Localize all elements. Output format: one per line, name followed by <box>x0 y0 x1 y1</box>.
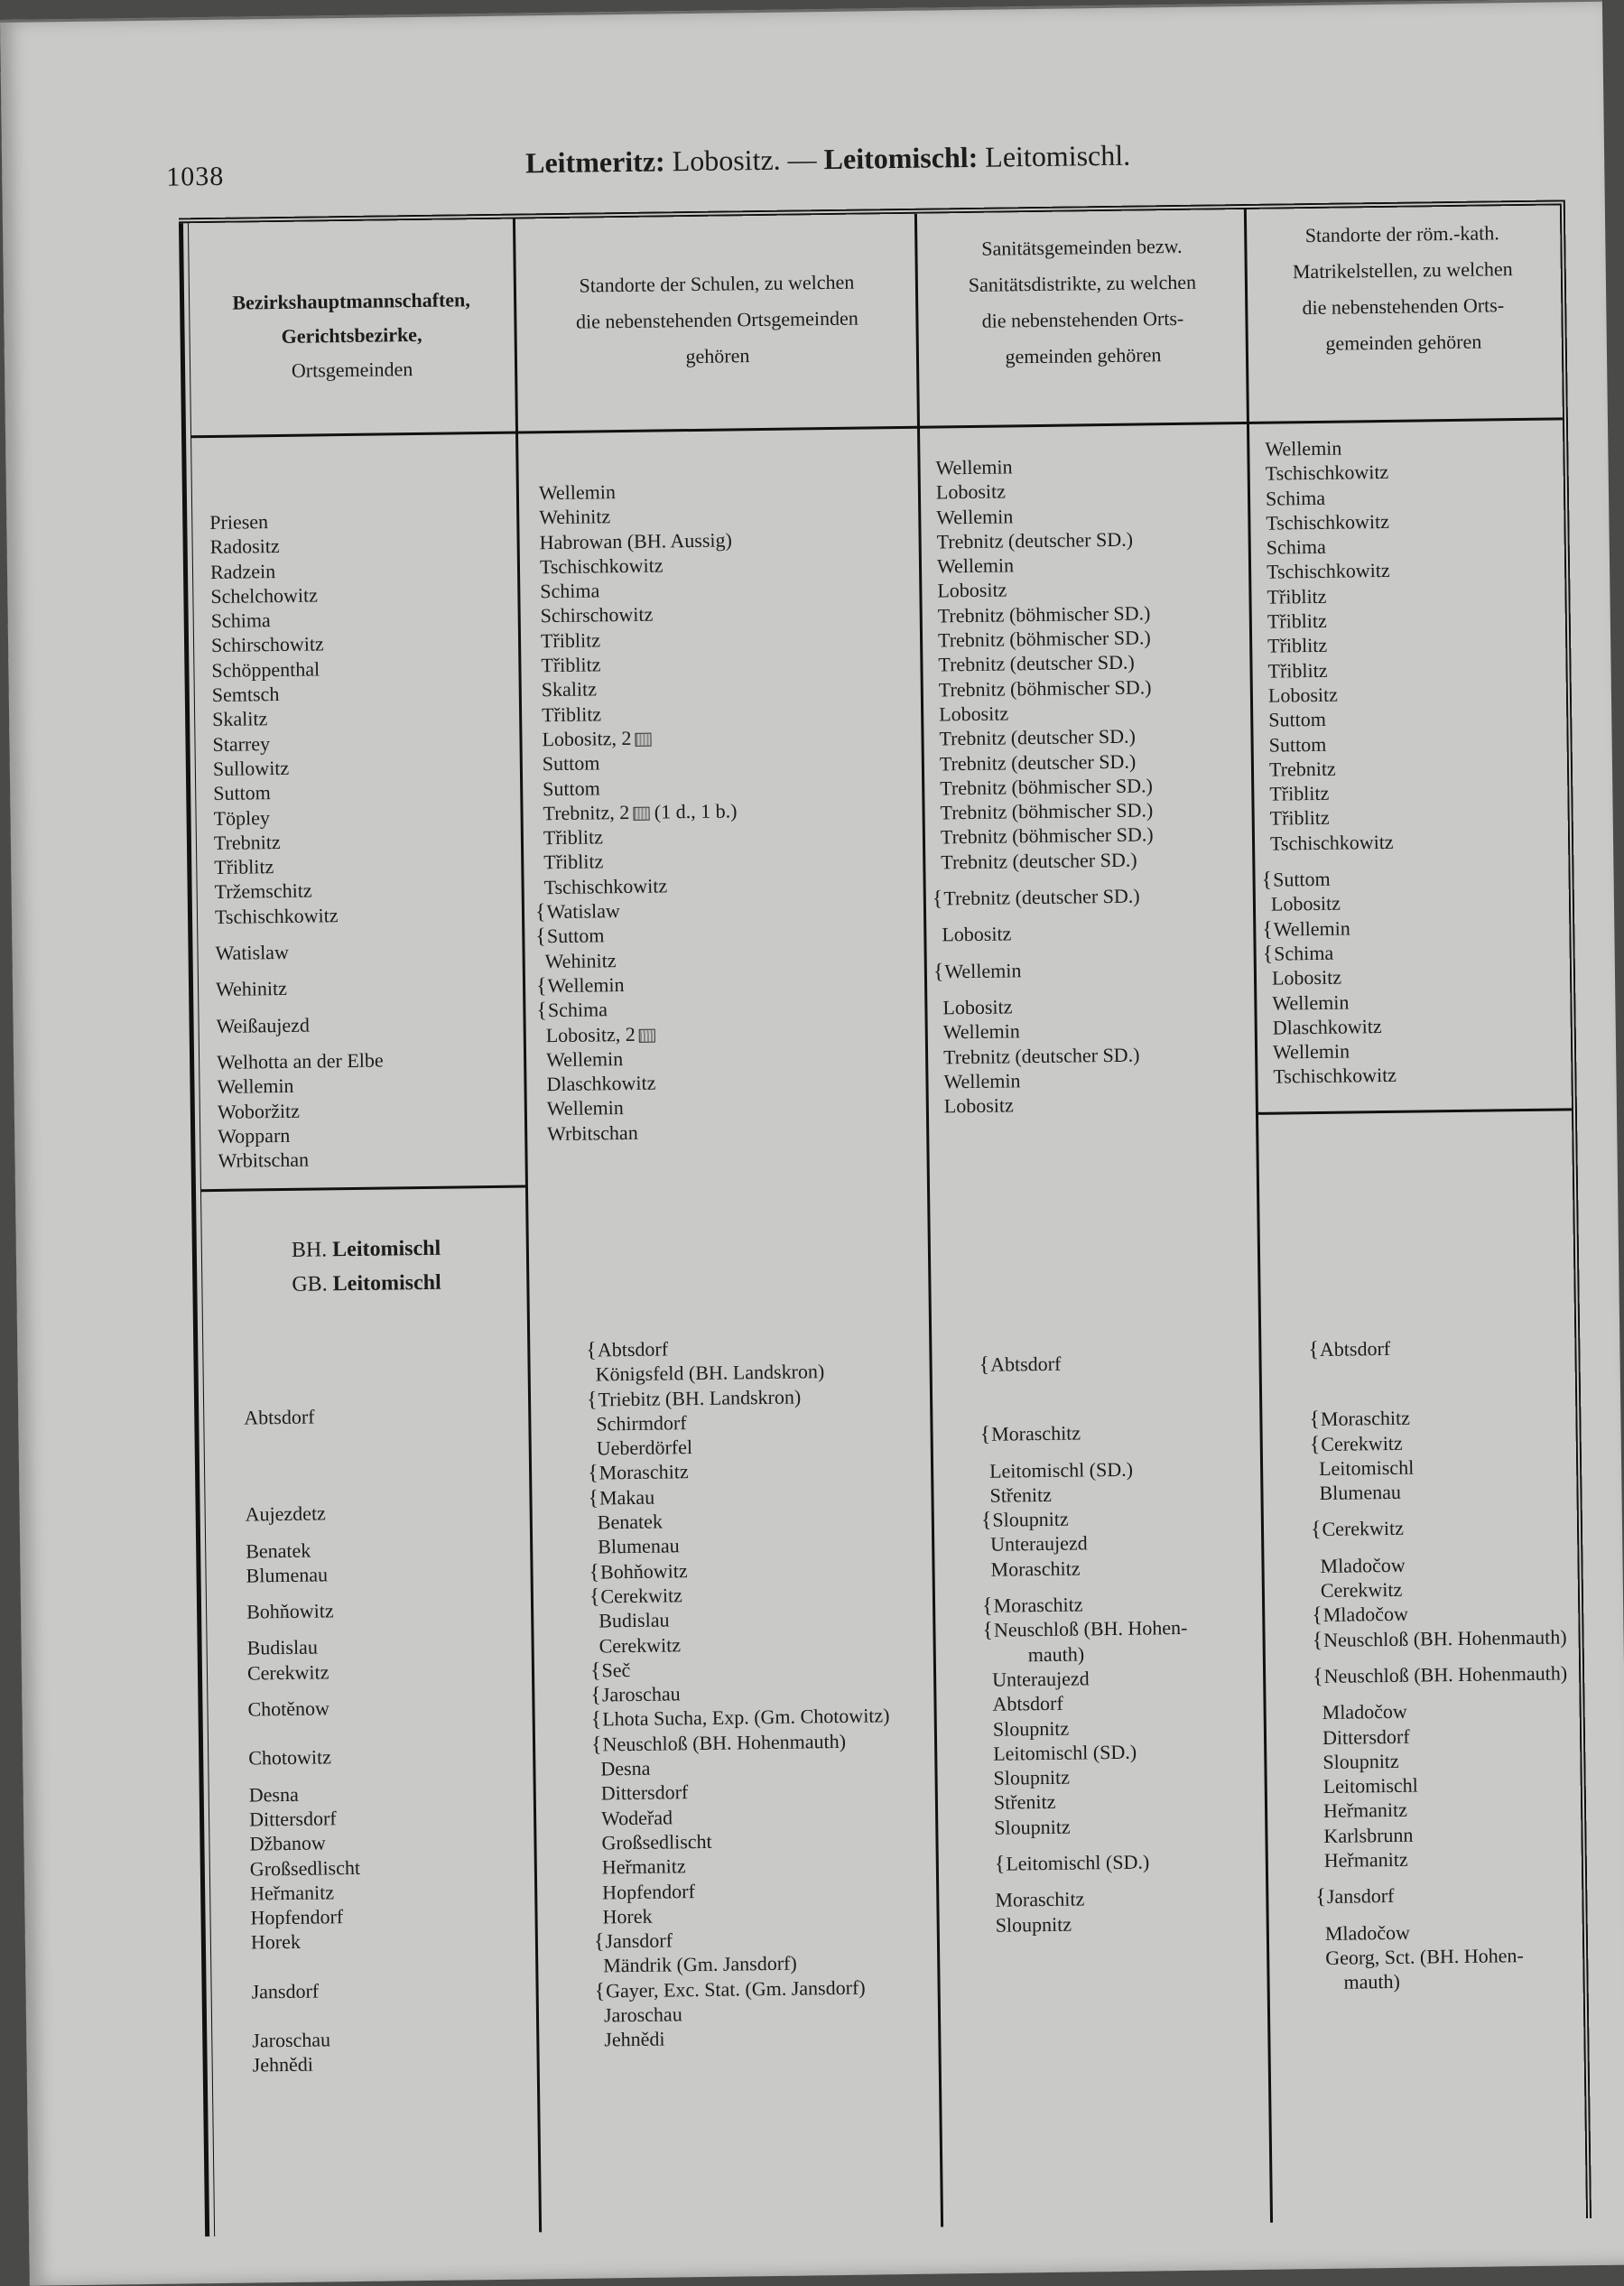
list-item: Priesen <box>209 510 269 534</box>
list-item: Dittersdorf <box>600 1780 689 1805</box>
spacer <box>988 1374 1185 1422</box>
list-item: Trebnitz (böhmischer SD.) <box>940 822 1154 849</box>
list-item: Schirschowitz <box>210 632 324 657</box>
spacer <box>248 1720 359 1746</box>
list-item: Schöppenthal <box>211 657 320 682</box>
list-item: Wellemin <box>936 504 1014 529</box>
list-item: Wellemin <box>217 1074 294 1099</box>
list-item: { Neuschloß (BH. Hohenmauth) <box>1322 1660 1567 1688</box>
list-item: Tschischkowitz <box>214 903 339 928</box>
list-item: Třiblitz <box>543 825 604 850</box>
list-item: Cerekwitz <box>246 1660 329 1685</box>
list-item: Lobositz <box>943 1093 1014 1118</box>
list-item: { Suttom <box>544 922 738 949</box>
list-item: Wellemin <box>1272 990 1350 1015</box>
list-item: Wehinitz <box>215 977 288 1001</box>
list-item: Wellemin <box>942 1019 1020 1044</box>
list-item: Džbanow <box>249 1831 326 1855</box>
list-item: Třiblitz <box>543 850 604 874</box>
list-item: Moraschitz <box>990 1557 1081 1581</box>
list-item: Tschischkowitz <box>1266 509 1390 534</box>
list-item: Schirschowitz <box>540 603 654 627</box>
header-line: Ortsgemeinden <box>291 358 413 382</box>
list-item: Sloupnitz <box>992 1716 1070 1741</box>
list-item: { Jansdorf <box>1324 1882 1570 1910</box>
list-item: Jehnědi <box>604 2027 665 2051</box>
list-item: Lobositz <box>937 578 1007 602</box>
list-item: Tschischkowitz <box>1273 1064 1397 1089</box>
list-item: Třiblitz <box>1267 609 1327 633</box>
running-head-text-2: Leitomischl. <box>978 138 1131 173</box>
spacer <box>252 2003 363 2029</box>
list-item: { Schima <box>1271 940 1395 966</box>
list-item: Mladočow <box>1322 1700 1407 1724</box>
section-rule <box>200 1185 525 1192</box>
list-item: Trebnitz (deutscher SD.) <box>936 527 1134 553</box>
list-item: Dlaschkowitz <box>1272 1014 1382 1039</box>
list-item: Abtsdorf <box>992 1692 1063 1716</box>
spacer <box>251 1954 362 1980</box>
list-item: { Watislaw <box>544 897 738 924</box>
list-item: Leitomischl (SD.) <box>993 1740 1137 1765</box>
list-item: Třiblitz <box>541 702 602 726</box>
list-item: Trebnitz (böhmischer SD.) <box>940 798 1154 824</box>
list-item: Suttom <box>542 751 600 776</box>
list-item: Lobositz <box>942 995 1013 1019</box>
list-item: Trebnitz (böhmischer SD.) <box>938 675 1152 702</box>
page-edge <box>0 0 1602 23</box>
header-line: die nebenstehenden Orts- <box>981 306 1184 332</box>
list-item: Wellemin <box>1265 436 1342 460</box>
section2-matrikel-list <box>1317 1334 1571 1994</box>
header-line: gemeinden gehören <box>1325 330 1482 355</box>
section1-ortsgemeinden-list <box>209 508 385 1174</box>
list-item: Wrbitschan <box>547 1120 638 1145</box>
list-item: Wellemin <box>538 480 617 505</box>
list-item: Třiblitz <box>540 628 601 652</box>
list-item: { Wellemin <box>942 956 1155 983</box>
list-item: Lobositz <box>938 702 1009 726</box>
header-line: Gerichtsbezirke, <box>281 322 422 348</box>
header-line: die nebenstehenden Orts- <box>1302 293 1505 320</box>
list-item: Leitomischl <box>1318 1455 1415 1480</box>
list-item: Schelchowitz <box>210 583 319 608</box>
running-head-district-2: Leitomischl: <box>823 140 979 176</box>
list-item: Georg, Sct. (BH. Hohen- <box>1325 1944 1524 1969</box>
list-item: Welhotta an der Elbe <box>216 1048 384 1073</box>
list-item: Sloupnitz <box>993 1765 1071 1789</box>
list-item: { Moraschitz <box>597 1457 886 1485</box>
list-item: { Abtsdorf <box>988 1350 1183 1377</box>
header-line: Standorte der röm.-kath. <box>1304 221 1499 247</box>
list-item: { Gayer, Exc. Stat. (Gm. Jansdorf) <box>603 1975 893 2003</box>
list-item: Tschischkowitz <box>539 553 664 579</box>
list-item: Trebnitz (deutscher SD.) <box>939 724 1136 750</box>
header-schulen <box>518 264 917 377</box>
list-item: Dittersdorf <box>1322 1724 1410 1749</box>
list-item: Watislaw <box>215 940 290 965</box>
list-item: Třiblitz <box>1267 584 1327 609</box>
list-item: Cerekwitz <box>599 1632 682 1658</box>
school-building-icon <box>639 1029 655 1043</box>
list-item: Jaroschau <box>252 2028 331 2052</box>
running-head-district-1: Leitmeritz: <box>524 144 665 180</box>
running-head <box>525 139 1130 181</box>
list-item: Horek <box>602 1904 653 1928</box>
section2-schulen-list <box>595 1334 894 2052</box>
section1-matrikel-list <box>1265 435 1397 1089</box>
list-item: { Lhota Sucha, Exp. (Gm. Chotowitz) <box>600 1704 890 1732</box>
list-item: Suttom <box>1268 708 1327 731</box>
list-item: Trebnitz (deutscher SD.) <box>939 749 1137 776</box>
list-item: { Trebnitz (deutscher SD.) <box>942 883 1155 910</box>
list-item: Großsedlischt <box>601 1829 712 1854</box>
list-item: Wellemin <box>546 1096 624 1120</box>
school-location: Lobositz, 2 <box>542 726 632 751</box>
list-item: Heřmanitz <box>601 1854 686 1879</box>
list-item: Tržemschitz <box>214 879 312 904</box>
page-number: 1038 <box>166 161 225 192</box>
section-rule <box>1256 1108 1572 1115</box>
bh-heading <box>292 1231 441 1268</box>
list-item: Weißaujezd <box>216 1013 311 1037</box>
list-item: Tschischkowitz <box>1269 830 1394 855</box>
header-ortsgemeinden <box>189 283 515 390</box>
gazetteer-table <box>179 200 1592 2236</box>
list-item: Töpley <box>213 805 271 830</box>
list-item: Abtsdorf <box>244 1405 315 1429</box>
list-item: Wehinitz <box>539 505 611 529</box>
list-item: Heřmanitz <box>250 1881 335 1905</box>
list-item: Woboržitz <box>217 1099 301 1123</box>
list-item: Wellemin <box>936 553 1015 578</box>
list-item: Schima <box>1265 486 1326 510</box>
header-line: Bezirkshauptmannschaften, <box>232 288 470 314</box>
list-item: Starrey <box>212 731 271 756</box>
list-item: Tschischkowitz <box>543 874 668 898</box>
list-item: mauth) <box>1027 1642 1085 1666</box>
list-item: Semtsch <box>211 683 280 707</box>
list-item: { Wellemin <box>1271 915 1395 942</box>
list-item: Blumenau <box>598 1534 680 1558</box>
list-item: Wellemin <box>943 1069 1021 1093</box>
list-item: Lobositz <box>1270 891 1341 915</box>
school-building-icon <box>635 733 651 747</box>
list-item: { Neuschloß (BH. Hohenmauth) <box>600 1728 890 1756</box>
list-item: { Leitomischl (SD.) <box>995 1849 1191 1876</box>
list-item: Trebnitz <box>213 830 281 854</box>
bh-prefix: BH. <box>291 1238 328 1262</box>
section2-sanitaet-list <box>988 1350 1191 1938</box>
list-item: Hopfendorf <box>602 1879 695 1903</box>
list-item: Wellemin <box>545 1046 624 1072</box>
list-item: Aujezdetz <box>245 1501 327 1526</box>
list-item: Habrowan (BH. Aussig) <box>539 528 733 553</box>
list-item: Chotěnow <box>247 1696 330 1721</box>
list-item: Chotowitz <box>248 1745 332 1770</box>
list-item: { Wellemin <box>545 971 739 998</box>
list-item: Wopparn <box>218 1123 291 1148</box>
list-item: Trebnitz (böhmischer SD.) <box>937 601 1151 627</box>
list-item: Suttom <box>213 781 271 805</box>
list-item: Mladočow <box>1324 1920 1411 1945</box>
school-building-icon <box>633 807 649 821</box>
list-item: Wellemin <box>1272 1039 1350 1064</box>
list-item: Leitomischl (SD.) <box>988 1457 1134 1482</box>
list-item: Budislau <box>246 1636 319 1660</box>
header-line: Sanitätsgemeinden bezw. <box>981 234 1183 260</box>
spacer <box>1318 1359 1564 1408</box>
list-item: Střenitz <box>989 1482 1053 1507</box>
list-item: Cerekwitz <box>1320 1577 1403 1603</box>
bh-name: Leitomischl <box>332 1236 441 1262</box>
list-item: Trebnitz <box>1268 757 1336 781</box>
running-head-text-1: Lobositz. — <box>664 143 824 178</box>
list-item: Trebnitz (deutscher SD.) <box>941 848 1137 874</box>
list-item <box>542 724 736 751</box>
list-item: { Seč <box>599 1654 889 1682</box>
list-item: Horek <box>250 1930 302 1954</box>
header-line: die nebenstehenden Ortsgemeinden <box>575 306 858 333</box>
list-item: { Jaroschau <box>599 1678 889 1706</box>
list-item: Bohňowitz <box>246 1599 334 1623</box>
list-item: Mändrik (Gm. Jansdorf) <box>603 1952 797 1977</box>
list-item: Třiblitz <box>1269 806 1330 831</box>
list-item: Sloupnitz <box>994 1815 1071 1839</box>
list-item: Trebnitz (böhmischer SD.) <box>937 626 1151 652</box>
list-item: Třiblitz <box>1269 781 1330 805</box>
list-item: { Jansdorf <box>603 1925 893 1953</box>
school-location: Trebnitz, 2 <box>543 800 630 825</box>
list-item: Benatek <box>597 1510 664 1534</box>
list-item: Třiblitz <box>214 855 274 879</box>
section2-ortsgemeinden-list <box>244 1404 363 2077</box>
list-item: Radzein <box>209 559 276 583</box>
list-item: Unteraujezd <box>990 1531 1088 1557</box>
list-item: Schima <box>540 579 600 603</box>
list-item: Hopfendorf <box>250 1905 344 1929</box>
list-item: Lobositz <box>1271 965 1342 990</box>
list-item: { Abtsdorf <box>595 1334 885 1361</box>
list-item: Wrbitschan <box>218 1148 310 1173</box>
header-line: Matrikelstellen, zu welchen <box>1292 257 1513 283</box>
list-item: Ueberdörfel <box>596 1436 693 1460</box>
list-item: { Cerekwitz <box>1319 1428 1564 1456</box>
list-item: Suttom <box>1268 732 1327 757</box>
header-line: gehören <box>685 344 750 368</box>
list-item: Dittersdorf <box>248 1807 337 1831</box>
section1-schulen-list <box>539 478 742 1146</box>
list-item: Lobositz <box>935 479 1007 504</box>
header-matrikel <box>1248 214 1557 362</box>
list-item: Karlsbrunn <box>1323 1823 1414 1847</box>
spacer <box>244 1428 355 1502</box>
list-item: { Mladočow <box>1321 1600 1566 1628</box>
list-item: Blumenau <box>246 1563 329 1587</box>
list-item: { Moraschitz <box>988 1419 1184 1446</box>
list-item: Desna <box>600 1756 651 1780</box>
list-item: Lobositz <box>942 922 1012 946</box>
list-item: Wellemin <box>935 455 1013 479</box>
list-item: Desna <box>248 1782 299 1807</box>
list-item: { Makau <box>597 1482 886 1510</box>
header-sanitaet <box>919 228 1246 376</box>
school-location: Lobositz, 2 <box>545 1022 636 1046</box>
list-item: Skalitz <box>541 677 598 702</box>
header-line: gemeinden gehören <box>1005 343 1162 368</box>
list-item: { Neuschloß (BH. Hohen- <box>991 1615 1187 1642</box>
list-item: Sullowitz <box>212 756 290 780</box>
list-item: Skalitz <box>211 707 268 731</box>
list-item: Großsedlischt <box>249 1855 361 1881</box>
list-item: Heřmanitz <box>1322 1798 1408 1823</box>
list-item: Tschischkowitz <box>1265 460 1389 485</box>
list-item: Třiblitz <box>1267 658 1328 683</box>
list-item: Moraschitz <box>995 1887 1085 1912</box>
list-item: Trebnitz (deutscher SD.) <box>938 650 1135 676</box>
list-item: { Suttom <box>1270 866 1394 892</box>
list-item: { Cerekwitz <box>599 1580 888 1608</box>
list-item: Trebnitz (deutscher SD.) <box>942 1043 1140 1068</box>
list-item: Mladočow <box>1320 1553 1406 1577</box>
list-item: { Abtsdorf <box>1317 1334 1563 1361</box>
section2-heading <box>292 1231 441 1302</box>
list-item: Tschischkowitz <box>1266 559 1390 584</box>
list-item: Radositz <box>209 534 280 559</box>
list-item: Budislau <box>599 1608 670 1632</box>
list-item: { Schima <box>545 996 739 1023</box>
list-item: Třiblitz <box>1267 634 1328 658</box>
list-item: Wehinitz <box>544 948 617 972</box>
list-item: Jaroschau <box>603 2003 682 2027</box>
list-item <box>543 798 737 825</box>
gb-heading <box>292 1266 441 1302</box>
list-item: { Cerekwitz <box>1320 1514 1565 1542</box>
list-item: Schirmdorf <box>596 1411 687 1436</box>
list-item: Königsfeld (BH. Landskron) <box>595 1360 825 1386</box>
list-item: Schima <box>1266 535 1326 559</box>
list-item: { Neuschloß (BH. Hohenmauth) <box>1321 1624 1566 1652</box>
list-item: { Moraschitz <box>991 1591 1187 1618</box>
list-item: Leitomischl <box>1322 1773 1418 1798</box>
list-item: Dlaschkowitz <box>546 1071 656 1096</box>
list-item: Sloupnitz <box>1322 1749 1399 1773</box>
list-item: Třiblitz <box>541 653 601 677</box>
list-item: Benatek <box>246 1538 311 1563</box>
list-item: Heřmanitz <box>1323 1847 1408 1872</box>
header-line: Standorte der Schulen, zu welchen <box>579 270 855 297</box>
list-item: Wodeřad <box>600 1806 673 1830</box>
list-item: mauth) <box>1343 1970 1401 1993</box>
list-item: { Moraschitz <box>1318 1404 1564 1432</box>
school-note: (1 d., 1 b.) <box>654 799 738 823</box>
list-item: Unteraujezd <box>991 1667 1090 1691</box>
list-item: Lobositz <box>1267 683 1339 707</box>
list-item: Sloupnitz <box>995 1912 1072 1937</box>
list-item: Střenitz <box>993 1790 1056 1815</box>
list-item: Trebnitz (böhmischer SD.) <box>940 774 1154 800</box>
list-item: { Sloupnitz <box>990 1505 1186 1532</box>
list-item: Jehnědi <box>252 2052 314 2077</box>
gb-name: Leitomischl <box>332 1270 441 1296</box>
list-item: Schima <box>210 609 271 633</box>
list-item: { Bohňowitz <box>598 1556 887 1584</box>
list-item: Jansdorf <box>251 1979 320 2003</box>
list-item: Blumenau <box>1319 1481 1402 1505</box>
list-item: Suttom <box>543 776 600 800</box>
list-item: { Triebitz (BH. Landskron) <box>596 1383 886 1411</box>
section1-sanitaet-list <box>935 452 1156 1118</box>
list-item <box>546 1020 740 1047</box>
gb-prefix: GB. <box>292 1272 328 1296</box>
column-divider <box>513 219 542 2233</box>
header-line: Sanitätsdistrikte, zu welchen <box>968 270 1197 296</box>
